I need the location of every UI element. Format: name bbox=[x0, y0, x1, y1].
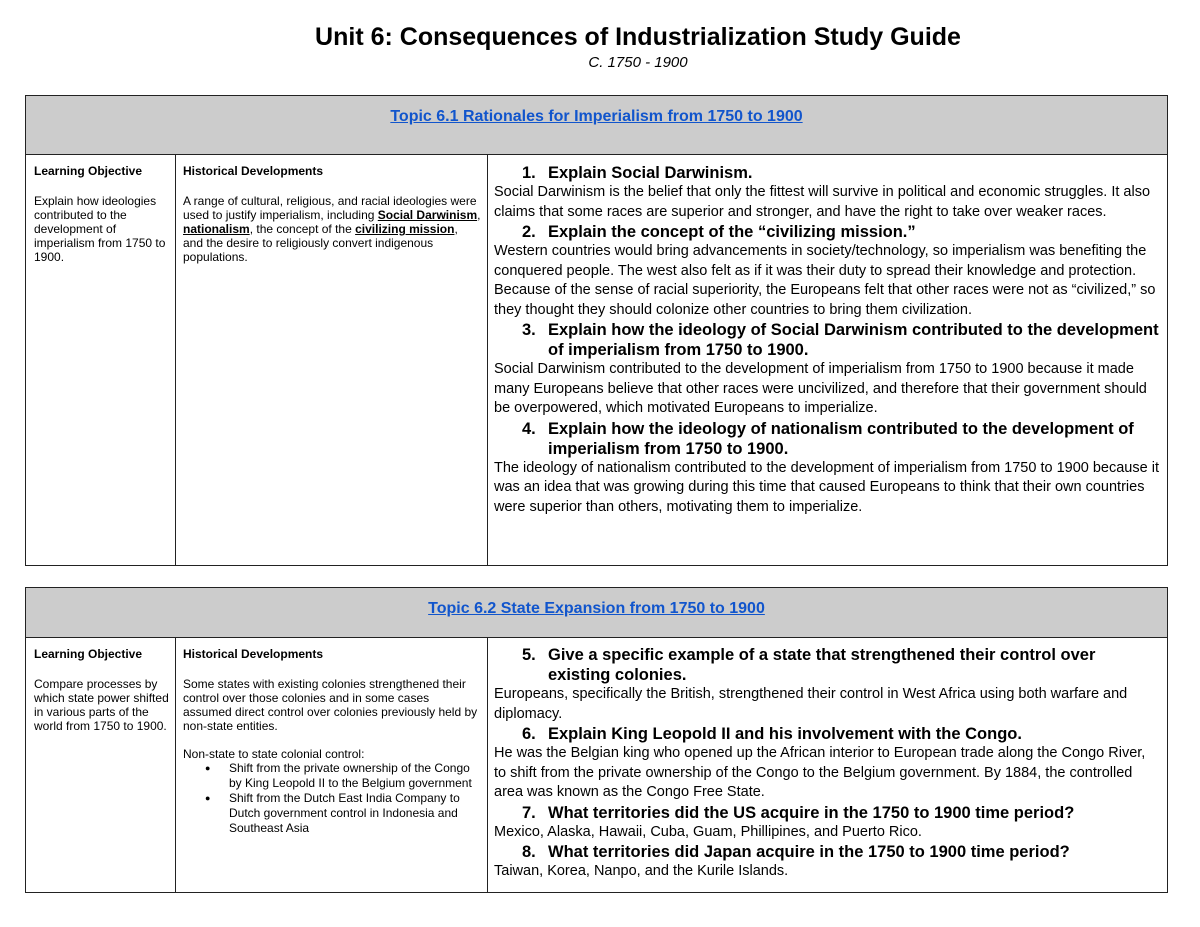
question-number: 8. bbox=[522, 843, 536, 861]
question-8 bbox=[494, 842, 1159, 862]
question-text: What territories did the US acquire in the 1750 to 1900 time period? bbox=[548, 803, 1075, 822]
civilizing-mission-term: civilizing mission bbox=[355, 222, 455, 236]
question-text: Explain Social Darwinism. bbox=[548, 164, 753, 182]
question-1 bbox=[494, 163, 1159, 183]
question-number: 2. bbox=[522, 223, 536, 241]
question-text: Explain King Leopold II and his involvement with the Congo. bbox=[548, 725, 1022, 743]
historical-developments-text bbox=[183, 194, 481, 264]
topic-6-2-table bbox=[25, 587, 1168, 893]
historical-developments-cell bbox=[176, 155, 488, 565]
learning-objective-heading: Learning Objective bbox=[34, 164, 143, 178]
question-5 bbox=[494, 645, 1159, 685]
historical-developments-text: Some states with existing colonies strengthened their control over those colonies and in some cases assumed direct control over colonies previously held by non-state entities. bbox=[183, 677, 478, 733]
hd-text-part: A range of cultural, religious, and racial ideologies were used to justify imperialism, including bbox=[183, 194, 477, 222]
questions-cell bbox=[488, 155, 1167, 565]
social-darwinism-term: Social Darwinism bbox=[377, 208, 478, 222]
question-number: 4. bbox=[522, 419, 536, 438]
question-7 bbox=[494, 803, 1159, 823]
bullet-list bbox=[183, 761, 481, 836]
answer-7: Mexico, Alaska, Hawaii, Cuba, Guam, Phillipines, and Puerto Rico. bbox=[494, 823, 922, 840]
page-subtitle: C. 1750 - 1900 bbox=[588, 54, 688, 71]
question-number: 3. bbox=[522, 321, 536, 339]
hd-text-part: , the concept of the bbox=[249, 222, 356, 236]
answer-5: Europeans, specifically the British, strengthened their control in West Africa using both warfare and diplomacy. bbox=[494, 686, 1128, 722]
historical-developments-heading: Historical Developments bbox=[183, 164, 324, 178]
topic-header bbox=[26, 588, 1167, 638]
question-text: Explain how the ideology of Social Darwinism contributed to the development of imperialism from 1750 to 1900. bbox=[548, 321, 1159, 359]
learning-objective-text: Explain how ideologies contributed to the development of imperialism from 1750 to 1900. bbox=[34, 194, 166, 264]
topic-6-2-link[interactable]: Topic 6.2 State Expansion from 1750 to 1900 bbox=[428, 600, 765, 617]
page-title: Unit 6: Consequences of Industrialization Study Guide bbox=[315, 23, 961, 51]
learning-objective-cell bbox=[26, 155, 176, 565]
question-text: Explain how the ideology of nationalism contributed to the development of imperialism from 1750 to 1900. bbox=[548, 419, 1134, 458]
answer-4: The ideology of nationalism contributed to the development of imperialism from 1750 to 1900 because it was an idea that was growing during this time that caused Europeans to think that their own countries were superior than others, motivating them to imperialize. bbox=[494, 459, 1159, 515]
bullet-item: ● Shift from the private ownership of the Congo by King Leopold II to the Belgium government bbox=[229, 761, 481, 791]
learning-objective-text: Compare processes by which state power shifted in various parts of the world from 1750 to 1900. bbox=[34, 677, 169, 733]
historical-developments-subheading: Non-state to state colonial control: bbox=[183, 747, 365, 761]
question-number: 6. bbox=[522, 725, 536, 743]
nationalism-term: nationalism bbox=[183, 222, 250, 236]
bullet-item: ● Shift from the Dutch East India Company to Dutch government control in Indonesia and Southeast Asia bbox=[229, 791, 481, 836]
question-2 bbox=[494, 222, 1159, 242]
learning-objective-heading: Learning Objective bbox=[34, 647, 143, 661]
question-text: Explain the concept of the “civilizing mission.” bbox=[548, 223, 916, 241]
question-6 bbox=[494, 724, 1159, 744]
question-text: What territories did Japan acquire in the 1750 to 1900 time period? bbox=[548, 843, 1070, 861]
hd-text-part: , bbox=[477, 208, 481, 222]
answer-1: Social Darwinism is the belief that only the fittest will survive in political and economic struggles. It also claims that some races are superior and stronger, and have the right to take over weaker races. bbox=[494, 184, 1151, 220]
historical-developments-heading: Historical Developments bbox=[183, 647, 324, 661]
question-4 bbox=[494, 419, 1159, 459]
question-text: Give a specific example of a state that strengthened their control over existing colonies. bbox=[548, 646, 1096, 684]
question-number: 7. bbox=[522, 803, 536, 822]
historical-developments-cell bbox=[176, 638, 488, 892]
topic-6-1-link[interactable]: Topic 6.1 Rationales for Imperialism from 1750 to 1900 bbox=[390, 108, 803, 125]
question-number: 1. bbox=[522, 164, 536, 182]
questions-cell bbox=[488, 638, 1167, 892]
answer-8: Taiwan, Korea, Nanpo, and the Kurile Islands. bbox=[494, 863, 789, 879]
topic-6-1-table bbox=[25, 95, 1168, 566]
question-number: 5. bbox=[522, 646, 536, 664]
question-3 bbox=[494, 320, 1159, 360]
answer-2: Western countries would bring advancements in society/technology, so imperialism was benefiting the conquered people. The west also felt as if it was their duty to spread their knowledge and protection. Because of the sense of racial superiority, the Europeans felt that other races were not as “civilized,” so they thought they should colonize other countries to bring them civilization. bbox=[494, 243, 1156, 318]
topic-header bbox=[26, 96, 1167, 155]
learning-objective-cell bbox=[26, 638, 176, 892]
answer-6: He was the Belgian king who opened up the African interior to European trade along the Congo River, to shift from the private ownership of the Congo to the Belgium government. By 1884, the controlled area was known as the Congo Free State. bbox=[494, 745, 1146, 800]
hd-text-part: , and the desire to religiously convert indigenous populations. bbox=[183, 222, 458, 264]
answer-3: Social Darwinism contributed to the development of imperialism from 1750 to 1900 because it made many Europeans believe that other races were uncivilized, and therefore that their government should be overpowered, which motivated Europeans to imperialize. bbox=[494, 361, 1147, 416]
